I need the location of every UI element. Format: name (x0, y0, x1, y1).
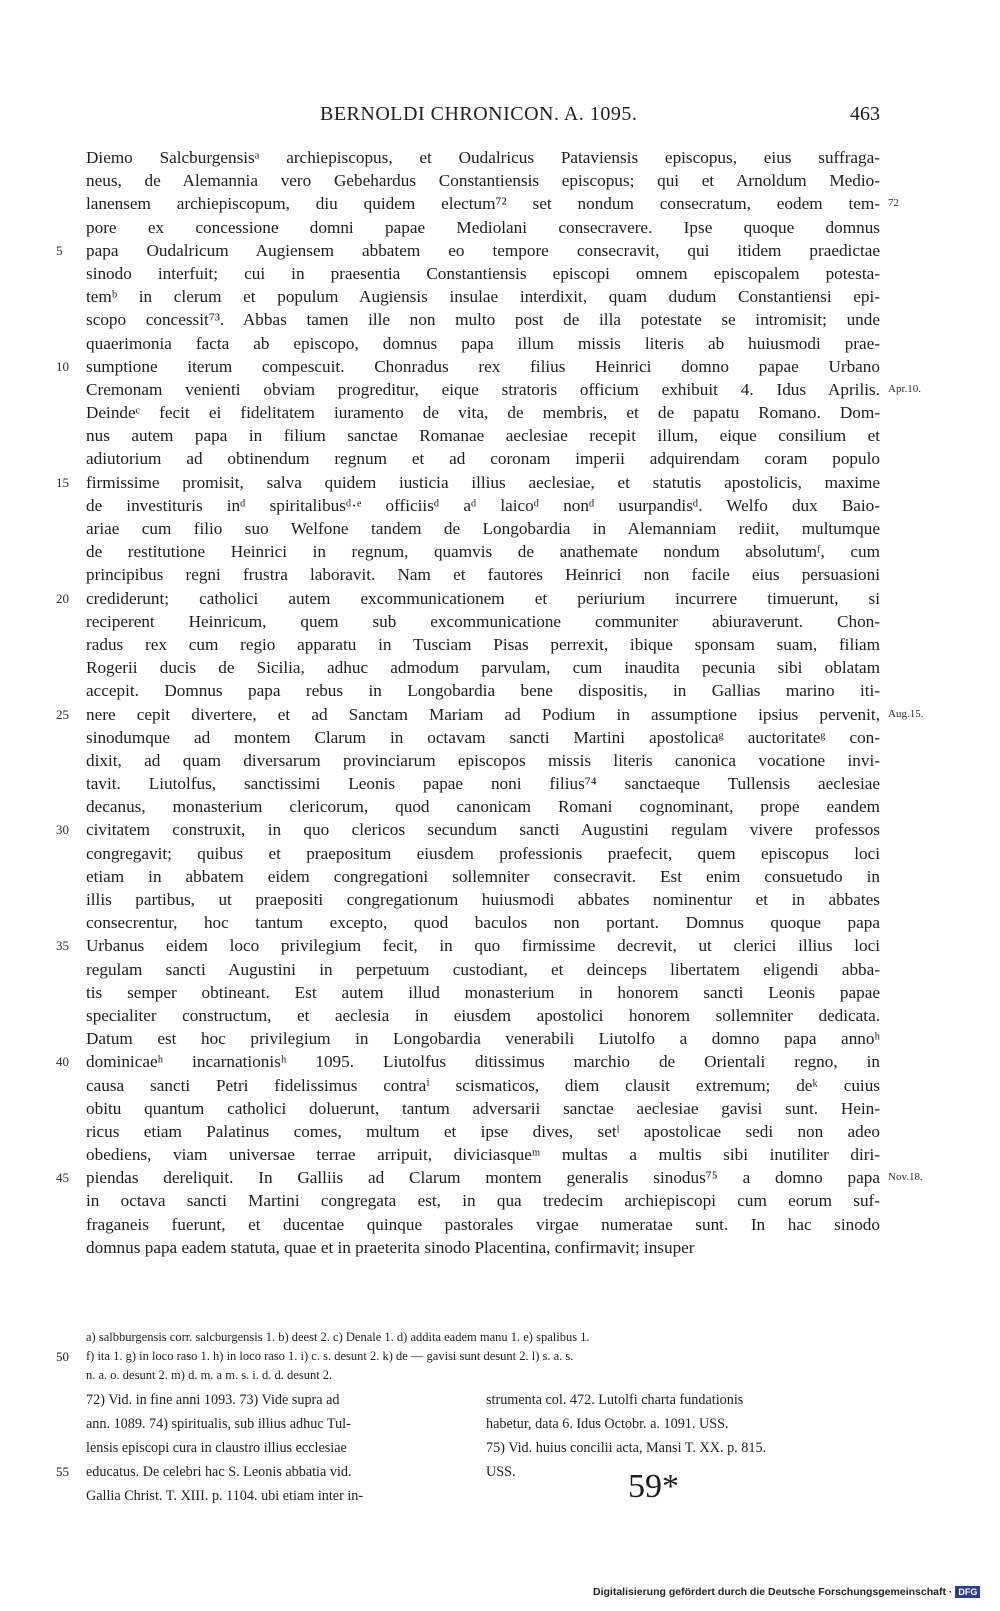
body-line (86, 958, 880, 981)
body-line (86, 1236, 880, 1259)
body-line (86, 1143, 880, 1166)
body-line-text: de investituris inᵈ spiritalibusᵈ·ᵉ officiisᵈ aᵈ laicoᵈ nonᵈ usurpandisᵈ. Welfo dux Baio- (86, 495, 880, 515)
footnote-left-line (56, 1460, 466, 1484)
main-text (56, 146, 924, 1259)
body-line-text: domnus papa eadem statuta, quae et in praeterita sinodo Placentina, confirmavit; insuper (86, 1237, 695, 1257)
body-line (86, 911, 880, 934)
footnote-right-line (486, 1388, 880, 1412)
body-line-text: fraganeis fuerunt, et ducentae quinque pastorales virgae numeratae sunt. In hac sinodo (86, 1214, 880, 1234)
body-line-text: tis semper obtineant. Est autem illud monasterium in honorem sancti Leonis papae (86, 982, 880, 1002)
footnote-right-line-text: USS. (486, 1464, 516, 1480)
body-line-text: nus autem papa in filium sanctae Romanae aeclesiae recepit illum, eique consilium et (86, 426, 880, 446)
line-number: 20 (56, 590, 69, 606)
body-line-text: consecrentur, hoc tantum excepto, quod baculos non portant. Domnus quoque papa (86, 913, 880, 933)
footnote-left-line-text: lensis episcopi cura in claustro illius ecclesiae (86, 1440, 347, 1456)
body-line (86, 447, 880, 470)
body-line-text: ricus etiam Palatinus comes, multum et ipse dives, setˡ apostolicae sedi non adeo (86, 1121, 880, 1141)
body-line (86, 865, 880, 888)
line-number: 50 (56, 1349, 69, 1364)
line-number: 45 (56, 1170, 69, 1186)
line-number: 10 (56, 358, 69, 374)
footnote-left-line-text: 72) Vid. in fine anni 1093. 73) Vide supra ad (86, 1392, 340, 1408)
body-line-text: papa Oudalricum Augiensem abbatem eo tempore consecravit, qui itidem praedictae (86, 240, 880, 260)
body-line (86, 1004, 880, 1027)
body-line (86, 146, 880, 169)
body-line (86, 633, 880, 656)
body-line (86, 842, 880, 865)
line-number: 5 (56, 242, 63, 258)
body-line-text: congregavit; quibus et praepositum eiusdem professionis praefecit, quem episcopus loci (86, 843, 880, 863)
running-head (0, 103, 1000, 133)
body-line (86, 517, 880, 540)
variant-note-line-text: n. a. o. desunt 2. m) d. m. a m. s. i. d. d. desunt 2. (86, 1368, 333, 1382)
body-line-text: Diemo Salcburgensisᵃ archiepiscopus, et Oudalricus Pataviensis episcopus, eius suffraga- (86, 148, 880, 167)
line-number: 40 (56, 1054, 69, 1070)
body-line-text: temᵇ in clerum et populum Augiensis insulae interdixit, quam dudum Constantiensi epi- (86, 287, 880, 307)
body-line (86, 1074, 880, 1097)
body-line (86, 424, 880, 447)
footnote-left-line (86, 1412, 466, 1436)
body-line (56, 587, 880, 610)
body-line (86, 1097, 880, 1120)
body-line (86, 656, 880, 679)
body-line (86, 192, 899, 215)
body-line (86, 888, 880, 911)
footnote-left-line-text: educatus. De celebri hac S. Leonis abbatia vid. (86, 1464, 352, 1480)
line-number: 25 (56, 706, 69, 722)
body-line-text: Deindeᶜ fecit ei fidelitatem iuramento de vita, de membris, et de papatu Romano. Dom- (86, 403, 880, 423)
body-line-text: dominicaeʰ incarnationisʰ 1095. Liutolfus ditissimus marchio de Orientali regno, in (86, 1052, 880, 1072)
body-line-text: Urbanus eidem loco privilegium fecit, in quo firmissime decrevit, ut clerici illius loci (86, 936, 880, 956)
body-line-text: illis partibus, ut praepositi congregationum huiusmodi abbates nominentur et in abbates (86, 890, 880, 909)
body-line-text: principibus regni frustra laboravit. Nam et fautores Heinrici non facile eius persuasioni (86, 565, 880, 585)
body-line-text: reciperent Heinricum, quem sub excommunicatione communiter abiuraverunt. Chon- (86, 611, 880, 631)
body-line (56, 818, 880, 841)
variant-notes (56, 1328, 880, 1385)
variant-note-line-text: a) salbburgensis corr. salcburgensis 1. b) deest 2. c) Denale 1. d) addita eadem manu 1. e) spalibus 1. (86, 1330, 590, 1344)
page-number: 463 (850, 103, 880, 125)
body-line (86, 378, 921, 401)
body-line (86, 1027, 880, 1050)
body-line (56, 934, 880, 957)
body-line-text: civitatem construxit, in quo clericos secundum sancti Augustini regulam vivere professos (86, 820, 880, 840)
body-line-text: firmissime promisit, salva quidem iusticia illius aeclesiae, et statutis apostolicis, maxime (86, 472, 880, 492)
body-line-text: obitu quantum catholici doluerunt, tantum adversarii sanctae aeclesiae gavisi sunt. Hein- (86, 1098, 880, 1118)
footnote-left-line-text: ann. 1089. 74) spiritualis, sub illius adhuc Tul- (86, 1416, 351, 1432)
body-line-text: adiutorium ad obtinendum regnum et ad coronam imperii adquirendam coram populo (86, 449, 880, 469)
footnote-right-line (486, 1436, 880, 1460)
body-line (56, 355, 880, 378)
footnote-left-line (86, 1484, 466, 1508)
variant-note-line (56, 1347, 880, 1366)
body-line-text: nere cepit divertere, et ad Sanctam Mariam ad Podium in assumptione ipsius pervenit, (86, 704, 880, 724)
body-line-text: Datum est hoc privilegium in Longobardia venerabili Liutolfo a domno papa annoʰ (86, 1029, 880, 1049)
line-number: 35 (56, 938, 69, 954)
credit-text: Digitalisierung gefördert durch die Deutsche Forschungsgemeinschaft · (593, 1586, 953, 1598)
body-line (86, 981, 880, 1004)
body-line-text: scopo concessit⁷³. Abbas tamen ille non multo post de illa potestate se intromisit; unde (86, 310, 880, 330)
body-line-text: etiam in abbatem eidem congregationi sollemniter consecravit. Est enim consuetudo in (86, 866, 880, 886)
line-number: 30 (56, 822, 69, 838)
body-line-text: tavit. Liutolfus, sanctissimi Leonis papae noni filius⁷⁴ sanctaeque Tullensis aeclesiae (86, 774, 880, 794)
body-line-text: obediens, viam universae terrae arripuit, diviciasqueᵐ multas a multis sibi inutiliter diri- (86, 1145, 880, 1165)
line-number: 15 (56, 474, 69, 490)
body-line (56, 239, 880, 262)
body-line (86, 332, 880, 355)
running-head-title: BERNOLDI CHRONICON. A. 1095. (320, 103, 638, 125)
body-line-text: neus, de Alemannia vero Gebehardus Constantiensis episcopus; qui et Arnoldum Medio- (86, 171, 880, 191)
variant-note-line (86, 1366, 880, 1385)
body-line-text: decanus, monasterium clericorum, quod canonicam Romani cognominant, prope eandem (86, 797, 880, 817)
margin-note: Nov.18. (888, 1171, 923, 1184)
variant-note-line-text: f) ita 1. g) in loco raso 1. h) in loco raso 1. i) c. s. desunt 2. k) de — gavisi sunt desunt 2. l) s. a. s. (86, 1349, 574, 1363)
body-line (86, 308, 880, 331)
footnote-right-line-text: habetur, data 6. Idus Octobr. a. 1091. USS. (486, 1416, 729, 1432)
body-line (56, 471, 880, 494)
footnote-left-line-text: Gallia Christ. T. XIII. p. 1104. ubi etiam inter in- (86, 1488, 364, 1504)
body-line-text: crediderunt; catholici autem excommunicationem et periurium incurrere timuerunt, si (86, 588, 880, 608)
body-line-text: specialiter constructum, et aeclesia in eiusdem apostolici honorem sollemniter dedicata. (86, 1005, 880, 1025)
body-line-text: causa sancti Petri fidelissimus contraⁱ scismaticos, diem clausit extremum; deᵏ cuius (86, 1075, 880, 1095)
margin-note: Aug.15. (888, 707, 924, 720)
footnote-right-line-text: 75) Vid. huius concilii acta, Mansi T. XX. p. 815. (486, 1440, 767, 1456)
body-line (86, 795, 880, 818)
variant-note-line (86, 1328, 880, 1347)
body-line (86, 540, 880, 563)
body-line-text: Cremonam venienti obviam progreditur, eique stratoris officium exhibuit 4. Idus Aprilis. (86, 379, 880, 399)
body-line-text: quaerimonia facta ab episcopo, domnus papa illum missis literis ab huiusmodi prae- (86, 333, 880, 353)
body-line (86, 610, 880, 633)
footnote-right-line-text: strumenta col. 472. Lutolfi charta fundationis (486, 1392, 744, 1408)
body-line (86, 563, 880, 586)
body-line-text: de restitutione Heinrici in regnum, quamvis de anathemate nondum absolutumᶠ, cum (86, 542, 880, 562)
margin-note: 72 (888, 197, 899, 210)
margin-note: Apr.10. (888, 382, 921, 395)
body-line-text: Rogerii ducis de Sicilia, adhuc admodum parvulam, cum inaudita pecunia sibi oblatam (86, 658, 880, 678)
body-line-text: sinodo interfuit; cui in praesentia Constantiensis episcopi omnem episcopalem potesta- (86, 263, 880, 283)
line-number: 55 (56, 1464, 69, 1479)
body-line-text: in octava sancti Martini congregata est, in qua tredecim archiepiscopi cum eorum suf- (86, 1191, 880, 1211)
body-line-text: dixit, ad quam diversarum provinciarum episcopos missis literis canonica vocatione invi- (86, 750, 880, 770)
body-line (86, 262, 880, 285)
body-line-text: accepit. Domnus papa rebus in Longobardia bene dispositis, in Gallias marino iti- (86, 681, 880, 701)
body-line (86, 494, 880, 517)
body-line (56, 703, 924, 726)
body-line (86, 1120, 880, 1143)
body-line (86, 401, 880, 424)
body-line (86, 1189, 880, 1212)
body-line (56, 1166, 923, 1189)
body-line (86, 1213, 880, 1236)
footnotes-left-column (56, 1388, 466, 1508)
body-line (86, 749, 880, 772)
body-line-text: regulam sancti Augustini in perpetuum custodiant, et deinceps libertatem eligendi abba- (86, 959, 880, 979)
footnotes-right-column (486, 1388, 880, 1484)
body-line (86, 216, 880, 239)
body-line-text: sinodumque ad montem Clarum in octavam sancti Martini apostolicaᵍ auctoritateᵍ con- (86, 727, 880, 747)
footnote-right-line (486, 1412, 880, 1436)
footnote-left-line (86, 1436, 466, 1460)
body-line (56, 1050, 880, 1073)
footnote-left-line (86, 1388, 466, 1412)
body-line-text: ariae cum filio suo Welfone tandem de Longobardia in Alemanniam rediit, multumque (86, 519, 880, 538)
dfg-logo: DFG (955, 1586, 980, 1598)
body-line (86, 726, 880, 749)
body-line (86, 772, 880, 795)
body-line-text: sumptione iterum compescuit. Chonradus rex filius Heinrici domno papae Urbano (86, 356, 880, 376)
body-line (86, 679, 880, 702)
body-line-text: radus rex cum regio apparatu in Tusciam Pisas perrexit, ibique sponsam suam, filiam (86, 634, 880, 654)
footnote-right-line (486, 1460, 880, 1484)
sheet-signature: 59* (628, 1468, 679, 1505)
body-line-text: piendas dereliquit. In Galliis ad Clarum montem generalis sinodus⁷⁵ a domno papa (86, 1168, 880, 1188)
body-line-text: pore ex concessione domni papae Mediolani consecravere. Ipse quoque domnus (86, 217, 880, 237)
body-line-text: lanensem archiepiscopum, diu quidem electum⁷² set nondum consecratum, eodem tem- (86, 194, 880, 214)
body-line (86, 285, 880, 308)
digitization-credit (593, 1586, 980, 1598)
body-line (86, 169, 880, 192)
